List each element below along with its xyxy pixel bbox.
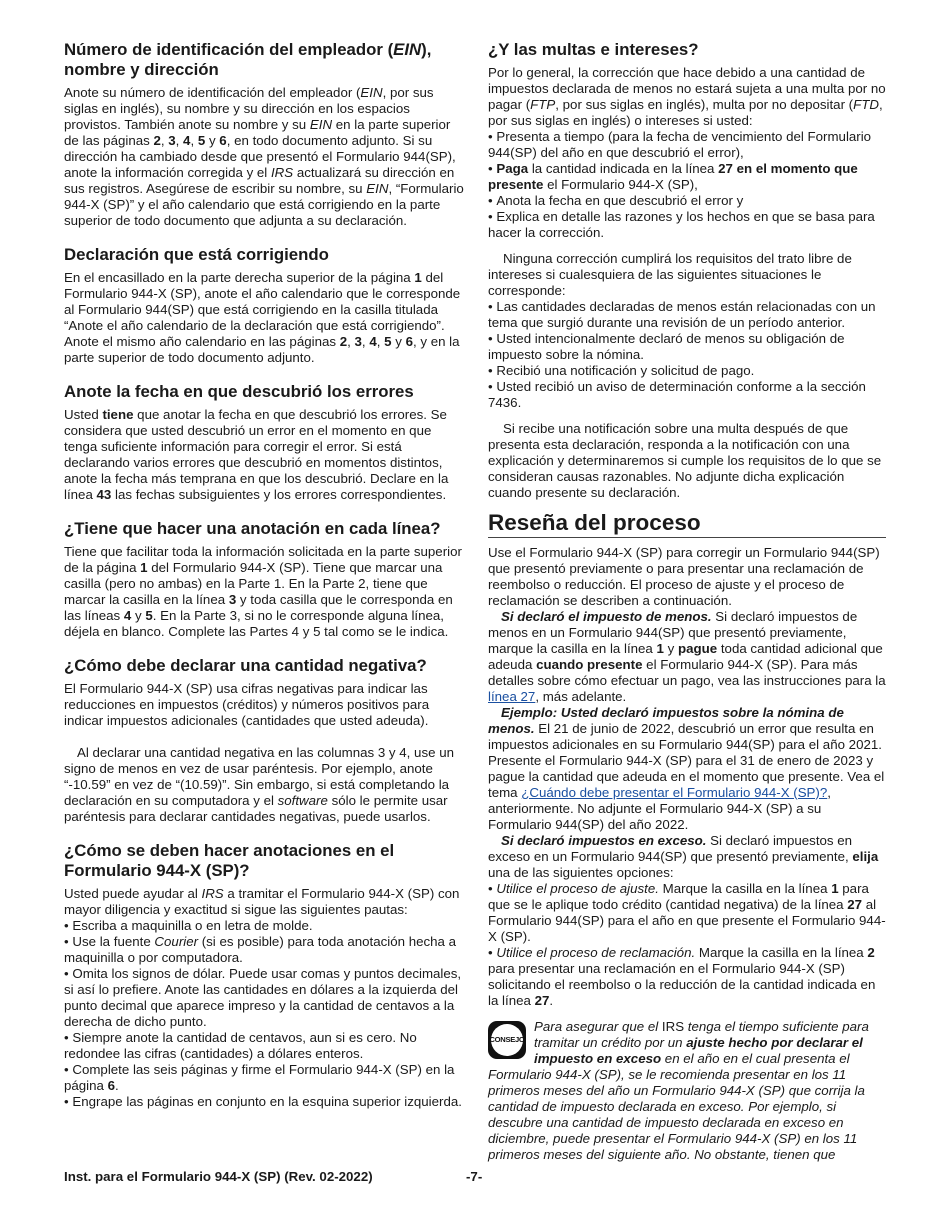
- section-heading-multas: ¿Y las multas e intereses?: [488, 40, 699, 59]
- consejo-tip: CONSEJO Para asegurar que el IRS tenga el tiempo suficiente para tramitar un crédito por un ajuste hecho por declarar el impuesto en exceso en el año en el cual presenta el Formulario 944-X (SP), se le recomienda presentar en los 11 primeros meses del año un Formulario 944-X (SP) que corrija la cantidad de impuesto declarada en exceso. Por ejemplo, si descubre una cantidad de impuesto declarada en exceso en diciembre, puede presentar el Formulario 944-X (SP) en los 11 primeros meses del siguiente año. No obstante, tienen que: [488, 1019, 869, 1162]
- linea-27-link[interactable]: línea 27: [488, 689, 536, 704]
- footer-title: Inst. para el Formulario 944-X (SP) (Rev. 02-2022): [64, 1169, 373, 1184]
- left-column: [64, 40, 464, 1110]
- section-heading-resena: Reseña del proceso: [488, 510, 701, 535]
- interes-paragraph: Ninguna corrección cumplirá los requisitos del trato libre de intereses si cualesquiera de las siguientes situaciones le corresponde:: [488, 251, 852, 298]
- negativa-paragraph-1: El Formulario 944-X (SP) usa cifras negativas para indicar las reducciones en impuestos (créditos) y números positivos para indicar impuestos adicionales (cantidades que usted adeuda).: [64, 681, 430, 728]
- list-item: • Utilice el proceso de ajuste. Marque la casilla en la línea 1 para que se le aplique todo crédito (cantidad negativa) de la línea 27 al Formulario 944(SP) para el año en que presente el Formulario 944-X (SP).: [488, 881, 886, 945]
- list-item: • Siempre anote la cantidad de centavos, aun si es cero. No redondee las cifras (cantidades) a dólares enteros.: [64, 1030, 464, 1062]
- impuesto-menos-paragraph: Si declaró el impuesto de menos. Si declaró impuestos de menos en un Formulario 944(SP) que presentó previamente, marque la casilla en la línea 1 y pague toda cantidad adicional que adeuda cuando presente el Formulario 944-X (SP). Para más detalles sobre cómo efectuar un pago, vea las instrucciones para la línea 27, más adelante.: [488, 609, 886, 704]
- negativa-paragraph-2: Al declarar una cantidad negativa en las columnas 3 y 4, use un signo de menos en vez de usar paréntesis. Por ejemplo, anote “-10.59” en vez de “(10.59)”. Sin embargo, si está completando la declaración en su computadora y el software sólo le permite usar paréntesis para declarar cantidades negativas, puede usarlos.: [64, 745, 454, 824]
- impuesto-exceso-paragraph: Si declaró impuestos en exceso. Si declaró impuestos en exceso en un Formulario 944(SP) que presentó previamente, elija una de las siguientes opciones:: [488, 833, 879, 880]
- right-column: [488, 40, 886, 1163]
- list-item: • Recibió una notificación y solicitud de pago.: [488, 363, 886, 379]
- list-item: • Anota la fecha en que descubrió el error y: [488, 193, 886, 209]
- list-item: • Complete las seis páginas y firme el Formulario 944-X (SP) en la página 6.: [64, 1062, 464, 1094]
- list-item: • Usted recibió un aviso de determinación conforme a la sección 7436.: [488, 379, 886, 411]
- multas-paragraph: Por lo general, la corrección que hace debido a una cantidad de impuestos declarada de menos no estará sujeta a una multa por no pagar (FTP, por sus siglas en inglés), multa por no depositar (FTD, por sus siglas en inglés) o intereses si usted:: [488, 65, 886, 128]
- ejemplo-paragraph: Ejemplo: Usted declaró impuestos sobre la nómina de menos. El 21 de junio de 2022, descubrió un error que resulta en impuestos adicionales en su Formulario 944(SP) para el año 2021. Presente el Formulario 944-X (SP) para el 31 de enero de 2023 y pague la cantidad que adeuda en el momento que presente. Vea el tema ¿Cuándo debe presentar el Formulario 944-X (SP)?, anteriormente. No adjunte el Formulario 944-X (SP) a su Formulario 944(SP) del año 2022.: [488, 705, 885, 832]
- section-heading-ein: Número de identificación del empleador (EIN), nombre y dirección: [64, 40, 432, 79]
- page-footer: [64, 1169, 886, 1184]
- section-heading-fecha: Anote la fecha en que descubrió los errores: [64, 382, 414, 401]
- section-heading-anotacion: ¿Tiene que hacer una anotación en cada línea?: [64, 519, 441, 538]
- list-item: • Las cantidades declaradas de menos están relacionadas con un tema que surgió durante una revisión de un período anterior.: [488, 299, 886, 331]
- section-heading-negativa: ¿Cómo debe declarar una cantidad negativa?: [64, 656, 427, 675]
- fecha-paragraph: Usted tiene que anotar la fecha en que descubrió los errores. Se considera que usted descubrió un error en el momento en que tenga suficiente información para corregir el error. Si está declarando varios errores que descubrió en momentos distintos, anote la fecha más temprana en que los descubrió. Declare en la línea 43 las fechas subsiguientes y los errores correspondientes.: [64, 407, 449, 502]
- consejo-icon: [488, 1021, 526, 1059]
- list-item: • Engrape las páginas en conjunto en la esquina superior izquierda.: [64, 1094, 464, 1110]
- list-item: • Use la fuente Courier (si es posible) para toda anotación hecha a maquinilla o por computadora.: [64, 934, 464, 966]
- list-item: • Presenta a tiempo (para la fecha de vencimiento del Formulario 944(SP) del año en que descubrió el error),: [488, 129, 886, 161]
- consejo-icon-label: CONSEJO: [489, 1035, 525, 1044]
- resena-paragraph: Use el Formulario 944-X (SP) para corregir un Formulario 944(SP) que presentó previamente o para presentar una reclamación de reembolso o reducción. El proceso de ajuste y el proceso de reclamación se describen a continuación.: [488, 545, 880, 608]
- list-item: • Utilice el proceso de reclamación. Marque la casilla en la línea 2 para presentar una reclamación en el Formulario 944-X (SP) solicitando el reembolso o la reducción de la cantidad indicada en la línea 27.: [488, 945, 886, 1009]
- declaracion-paragraph: En el encasillado en la parte derecha superior de la página 1 del Formulario 944-X (SP), anote el año calendario que le corresponde al Formulario 944(SP) que está corrigiendo en la casilla titulada “Anote el año calendario de la declaración que está corrigiendo”. Anote el mismo año calendario en las páginas 2, 3, 4, 5 y 6, y en la parte superior de todo documento adjunto.: [64, 270, 461, 365]
- list-item: • Escriba a maquinilla o en letra de molde.: [64, 918, 464, 934]
- section-heading-anotaciones-formulario: ¿Cómo se deben hacer anotaciones en el Formulario 944-X (SP)?: [64, 841, 395, 880]
- anotacion-paragraph: Tiene que facilitar toda la información solicitada en la parte superior de la página 1 del Formulario 944-X (SP). Tiene que marcar una casilla (pero no ambas) en la Parte 1. En la Parte 2, tiene que marcar la casilla en la línea 3 y toda casilla que le corresponda en las líneas 4 y 5. En la Parte 3, si no le corresponde alguna línea, déjela en blanco. Complete las Partes 4 y 5 tal como se le indica.: [64, 544, 462, 639]
- section-heading-declaracion: Declaración que está corrigiendo: [64, 245, 329, 264]
- pautas-paragraph: Usted puede ayudar al IRS a tramitar el Formulario 944-X (SP) con mayor diligencia y exactitud si sigue las siguientes pautas:: [64, 886, 460, 917]
- heading-rule: [488, 537, 886, 538]
- list-item: • Usted intencionalmente declaró de menos su obligación de impuesto sobre la nómina.: [488, 331, 886, 363]
- page-number: -7-: [466, 1169, 483, 1184]
- list-item: • Explica en detalle las razones y los hechos en que se basa para hacer la corrección.: [488, 209, 886, 241]
- ein-paragraph: Anote su número de identificación del empleador (EIN, por sus siglas en inglés), su nombre y su dirección en los espacios provistos. También anote su nombre y su EIN en la parte superior de las páginas 2, 3, 4, 5 y 6, en todo documento adjunto. Si su dirección ha cambiado desde que presentó el Formulario 944(SP), anote la información corregida y el IRS actualizará su dirección en sus registros. Asegúrese de escribir su nombre, su EIN, “Formulario 944-X (SP)” y el año calendario que está corrigiendo en la parte superior de todo documento que adjunta a su declaración.: [64, 85, 464, 228]
- notificacion-paragraph: Si recibe una notificación sobre una multa después de que presenta esta declaración, responda a la notificación con una explicación y determinaremos si cumple los requisitos de lo que se consideran causas razonables. No adjunte dicha explicación cuando presente su declaración.: [488, 421, 882, 500]
- cuando-presentar-link[interactable]: ¿Cuándo debe presentar el Formulario 944-X (SP)?: [521, 785, 828, 800]
- list-item: • Omita los signos de dólar. Puede usar comas y puntos decimales, si así lo prefiere. Anote las cantidades en dólares a la izquierda del punto decimal que aparece impreso y la cantidad de centavos a la derecha de dicho punto.: [64, 966, 464, 1030]
- list-item: • Paga la cantidad indicada en la línea 27 en el momento que presente el Formulario 944-X (SP),: [488, 161, 886, 193]
